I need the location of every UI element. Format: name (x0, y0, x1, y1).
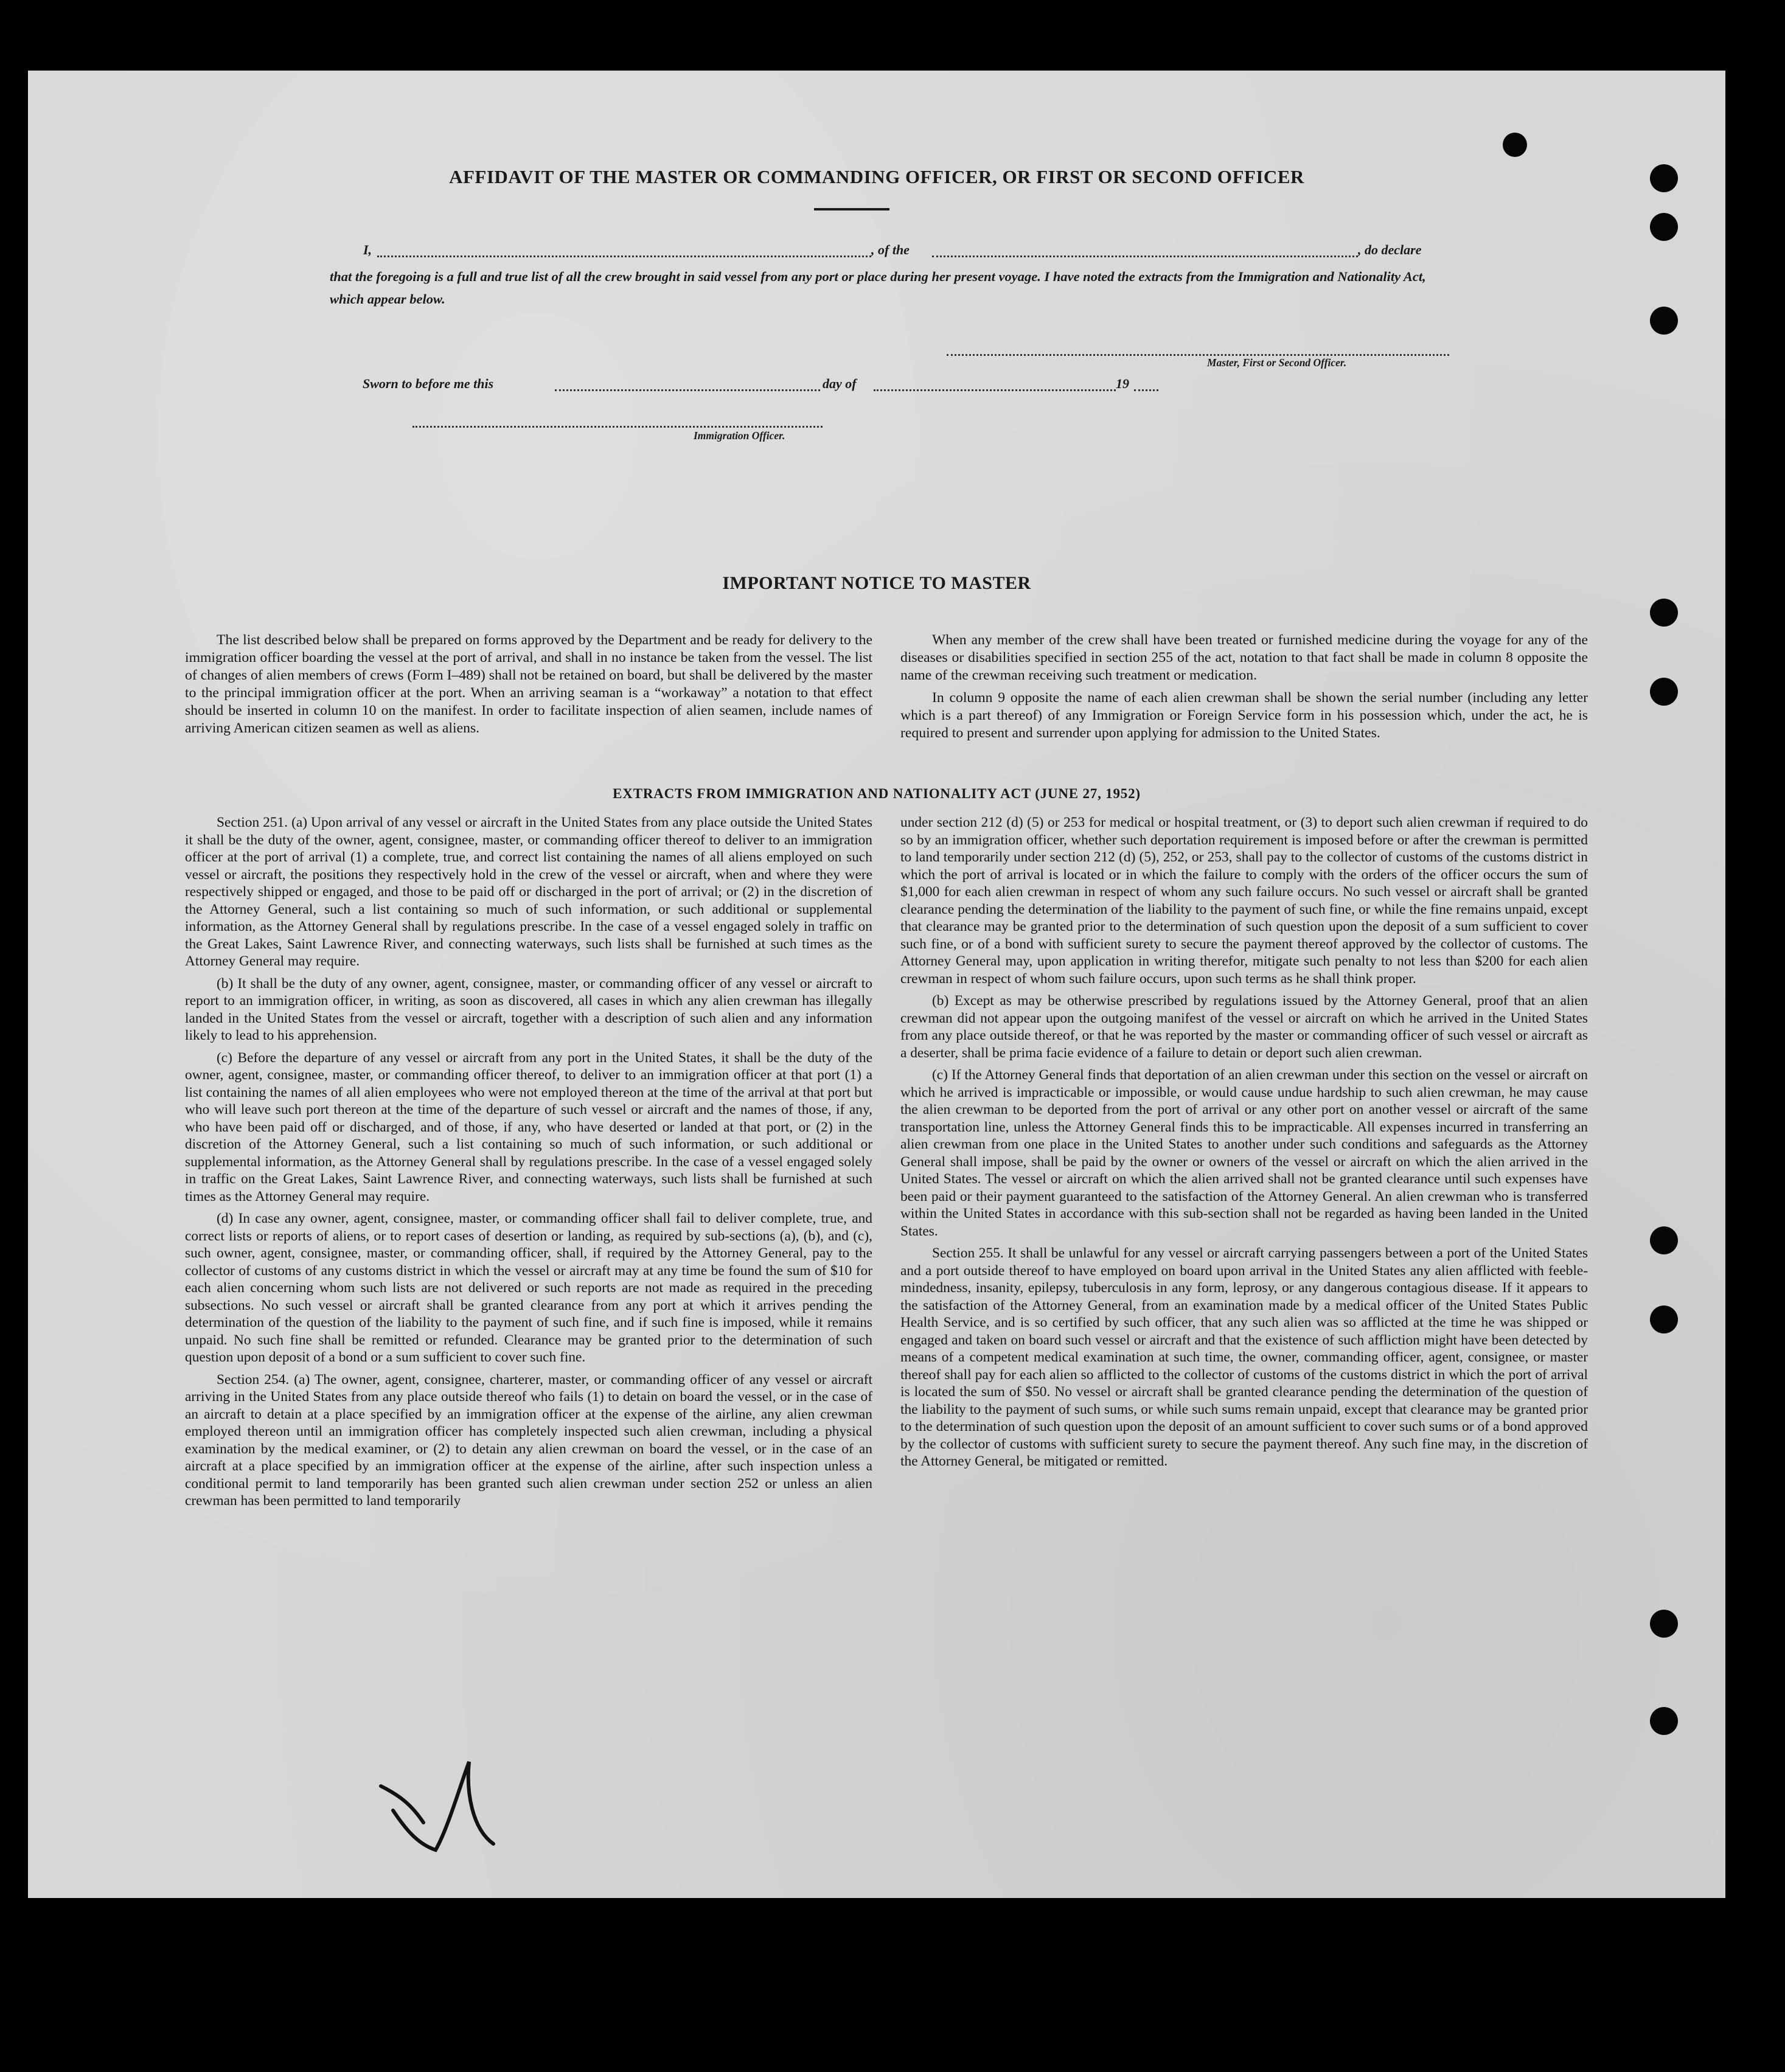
immigration-officer-label: Immigration Officer. (694, 429, 785, 442)
extract-paragraph: (b) Except as may be otherwise prescribed by regulations issued by the Attorney General, proof that an alien crewman did not appear upon the outgoing manifest of the vessel or aircraft on which he arrived in the United States from any place outside thereof, or that he was reported by the master or commanding officer of such vessel or aircraft as a deserter, shall be prima facie evidence of a failure to detain or deport such alien crewman. (900, 993, 1588, 1061)
extract-paragraph: (c) If the Attorney General finds that deportation of an alien crewman under this section on the vessel or aircraft on which he arrived is impracticable or impossible, or would cause undue hardship to such alien crewman, he may cause the alien crewman to be deported from the port of arrival or any other port on another vessel or aircraft of the same transportation line, unless the Attorney General finds this to be impracticable. All expenses incurred in transferring an alien crewman from one place in the United States to another under such conditions and safeguards as the Attorney General shall impose, shall be paid by the owner or owners of the vessel or aircraft on which the alien arrived in the United States. The vessel or aircraft on which the alien arrived shall not be granted clearance until such expenses have been paid or their payment guaranteed to the satisfaction of the Attorney General. An alien crewman who is transferred within the United States in accordance with this sub-section shall not be regarded as having been landed in the United States. (900, 1067, 1588, 1239)
notice-paragraph: The list described below shall be prepared on forms approved by the Department and be ready for delivery to the immigration officer boarding the vessel at the port of arrival, and shall in no instance be taken from the vessel. The list of changes of alien members of crews (Form I–489) shall not be retained on board, but shall be delivered by the master to the principal immigration officer at the port. When an arriving seaman is a “workaway” a notation to that effect should be inserted in column 10 on the manifest. In order to facilitate inspection of alien seamen, include names of arriving American citizen seamen as well as aliens. (185, 632, 872, 736)
do-declare-label: , do declare (1358, 242, 1422, 257)
punch-hole (1650, 1707, 1678, 1735)
notice-paragraph: When any member of the crew shall have been treated or furnished medicine during the voyage for any of the diseases or disabilities specified in section 255 of the act, notation to that fact shall be made in column 8 opposite the name of the crewman receiving such treatment or medication. (900, 632, 1588, 683)
declaration-text: that the foregoing is a full and true list of all the crew brought in said vessel from any port or place during her present voyage. I have noted the extracts from the Immigration and Nationality Act, which appear below. (330, 269, 1426, 307)
year-label: 19 (1116, 376, 1129, 391)
notice-left-column (185, 631, 872, 742)
of-the-label: , of the (871, 242, 910, 257)
punch-hole (1650, 678, 1678, 706)
officer-signature-blank (412, 426, 823, 428)
year-blank (1134, 389, 1158, 391)
punch-hole (1650, 307, 1678, 335)
punch-hole (1650, 1305, 1678, 1333)
punch-hole (1650, 1610, 1678, 1638)
extracts-title: EXTRACTS FROM IMMIGRATION AND NATIONALITY ACT (JUNE 27, 1952) (613, 786, 1141, 801)
extract-paragraph: Section 251. (a) Upon arrival of any vessel or aircraft in the United States from any place outside the United States it shall be the duty of the owner, agent, consignee, master, or commanding officer thereof to deliver to an immigration officer at the port of arrival (1) a complete, true, and correct list containing the names of all aliens employed on such vessel or aircraft, the positions they respectively hold in the crew of the vessel or aircraft, when and where they were respectively shipped or engaged, and those to be paid off or discharged in the port of arrival; or (2) in the discretion of the Attorney General, such a list containing so much of such information, or such additional or supplemental information, as the Attorney General shall by regulations prescribe. In the case of a vessel engaged solely in traffic on the Great Lakes, Saint Lawrence River, and connecting waterways, such lists shall be furnished at such times as the Attorney General may require. (185, 815, 872, 969)
vessel-blank (932, 256, 1358, 257)
extract-paragraph: Section 255. It shall be unlawful for any vessel or aircraft carrying passengers between a port of the United States and a port outside thereof to have employed on board upon arrival in the United States any alien afflicted with feeble-mindedness, insanity, epilepsy, tuberculosis in any form, leprosy, or any dangerous contagious disease. If it appears to the satisfaction of the Attorney General, from an examination made by a medical officer of the United States Public Health Service, and is so certified by such officer, that any such alien was so afflicted at the time he was shipped or engaged and taken on board such vessel or aircraft and that the existence of such affliction might have been detected by means of a competent medical examination at such time, the owner, commanding officer, agent, consignee, or master thereof shall pay for each alien so afflicted to the collector of customs of the customs district in which the port of arrival is located the sum of $50. No vessel or aircraft shall be granted clearance pending the determination of the question of the liability to the payment of such sums, or while such sums remain unpaid, except that clearance may be granted prior to the determination of such question upon the deposit of an amount sufficient to cover such sums or of a bond approved by the collector of customs with sufficient surety to secure the payment thereof. Any such fine may, in the discretion of the Attorney General, be mitigated or remitted. (900, 1245, 1588, 1469)
punch-hole (1650, 1226, 1678, 1254)
handwritten-mark (369, 1737, 527, 1859)
punch-hole (1650, 599, 1678, 627)
punch-hole (1650, 164, 1678, 192)
extract-paragraph: under section 212 (d) (5) or 253 for medical or hospital treatment, or (3) to deport such alien crewman if required to do so by an immigration officer, whether such deportation requirement is imposed before or after the crewman is permitted to land temporarily under section 212 (d) (5), 252, or 253, shall pay to the collector of customs of the customs district in which the port of arrival is located or in which the failure to comply with the orders of the officer occurs the sum of $1,000 for each alien crewman in respect of whom any such failure occurs. No such vessel or aircraft shall be granted clearance pending the determination of the liability to the payment of such fine, or while the fine remains unpaid, except that clearance may be granted prior to the determination of such question upon the deposit of a sum sufficient to cover such fine, or of a bond with sufficient surety to secure the payment thereof approved by the collector of customs. The Attorney General may, upon application in writing therefor, mitigate such penalty to not less than $200 for each alien crewman in respect of whom such failure occurs, upon such terms as he shall think proper. (900, 815, 1588, 987)
extracts-right-column (900, 814, 1588, 1475)
master-signature-label: Master, First or Second Officer. (1207, 356, 1347, 369)
day-of-label: day of (823, 376, 857, 391)
punch-hole (1650, 213, 1678, 241)
extract-paragraph: (d) In case any owner, agent, consignee, master, or commanding officer shall fail to deliver complete, true, and correct lists or reports of aliens, or to report cases of desertion or landing, as required by sub-sections (a), (b), and (c), such owner, agent, consignee, master, or commanding officer, shall, if required by the Attorney General, pay to the collector of customs of any customs district in which the vessel or aircraft may at any time be found the sum of $10 for each alien concerning whom such lists are not delivered or such reports are not made as required in the preceding subsections. No such vessel or aircraft shall be granted clearance from any port at which it arrives pending the determination of the question of the liability to the payment of such fine, and if such fine is imposed, while it remains unpaid. No such fine shall be remitted or refunded. Clearance may be granted prior to the determination of such question upon deposit of a bond or a sum sufficient to cover such fine. (185, 1211, 872, 1365)
sworn-label: Sworn to before me this (363, 376, 494, 391)
master-signature-blank (947, 354, 1449, 356)
notice-paragraph: In column 9 opposite the name of each alien crewman shall be shown the serial number (including any letter which is a part thereof) of any Immigration or Foreign Service form in his possession which, under the act, he is required to present and surrender upon applying for admission to the United States. (900, 690, 1588, 741)
extract-paragraph: (c) Before the departure of any vessel or aircraft from any port in the United States, it shall be the duty of the owner, agent, consignee, master, or commanding officer thereof, to deliver to an immigration officer at that port (1) a list containing the names of all alien employees who were not employed thereon at the time of the arrival at that port but who will leave such port thereon at the time of the departure of such vessel or aircraft and the names of those, if any, who have been paid off or discharged, and of those, if any, who have deserted or landed at that port, or (2) in the discretion of the Attorney General, such a list containing so much of such information, or such additional or supplemental information, as the Attorney General shall by regulations prescribe. In the case of a vessel engaged solely in traffic on the Great Lakes, Saint Lawrence River, and connecting waterways, such lists shall be furnished at such times as the Attorney General may require. (185, 1049, 872, 1205)
name-blank (377, 256, 871, 257)
i-label: I, (363, 242, 372, 257)
title-underline (814, 208, 889, 210)
punch-hole (1503, 133, 1527, 157)
notice-right-column (900, 631, 1588, 747)
extract-paragraph: Section 254. (a) The owner, agent, consignee, charterer, master, or commanding officer of any vessel or aircraft arriving in the United States from any place outside thereof who fails (1) to detain on board the vessel, or in the case of an aircraft to detain at a place specified by an immigration officer at the expense of the airline, any alien crewman employed thereon until an immigration officer has completely inspected such alien crewman, including a physical examination by the medical examiner, or (2) to detain any alien crewman on board the vessel, or in the case of an aircraft at a place specified by an immigration officer at the expense of the airline, after such inspection unless a conditional permit to land temporarily has been granted such alien crewman under section 252 or unless an alien crewman has been permitted to land temporarily (185, 1371, 872, 1509)
affidavit-title: AFFIDAVIT OF THE MASTER OR COMMANDING OFFICER, OR FIRST OR SECOND OFFICER (449, 166, 1304, 187)
extracts-left-column (185, 814, 872, 1515)
notice-title: IMPORTANT NOTICE TO MASTER (722, 573, 1031, 593)
sworn-date-blank (555, 389, 820, 391)
month-blank (874, 389, 1116, 391)
extract-paragraph: (b) It shall be the duty of any owner, agent, consignee, master, or commanding officer of any vessel or aircraft to report to an immigration officer, in writing, as soon as discovered, all cases in which any alien crewman has illegally landed in the United States from the vessel or aircraft, together with a description of such alien and any information likely to lead to his apprehension. (185, 975, 872, 1043)
affidavit-page (28, 71, 1725, 1898)
